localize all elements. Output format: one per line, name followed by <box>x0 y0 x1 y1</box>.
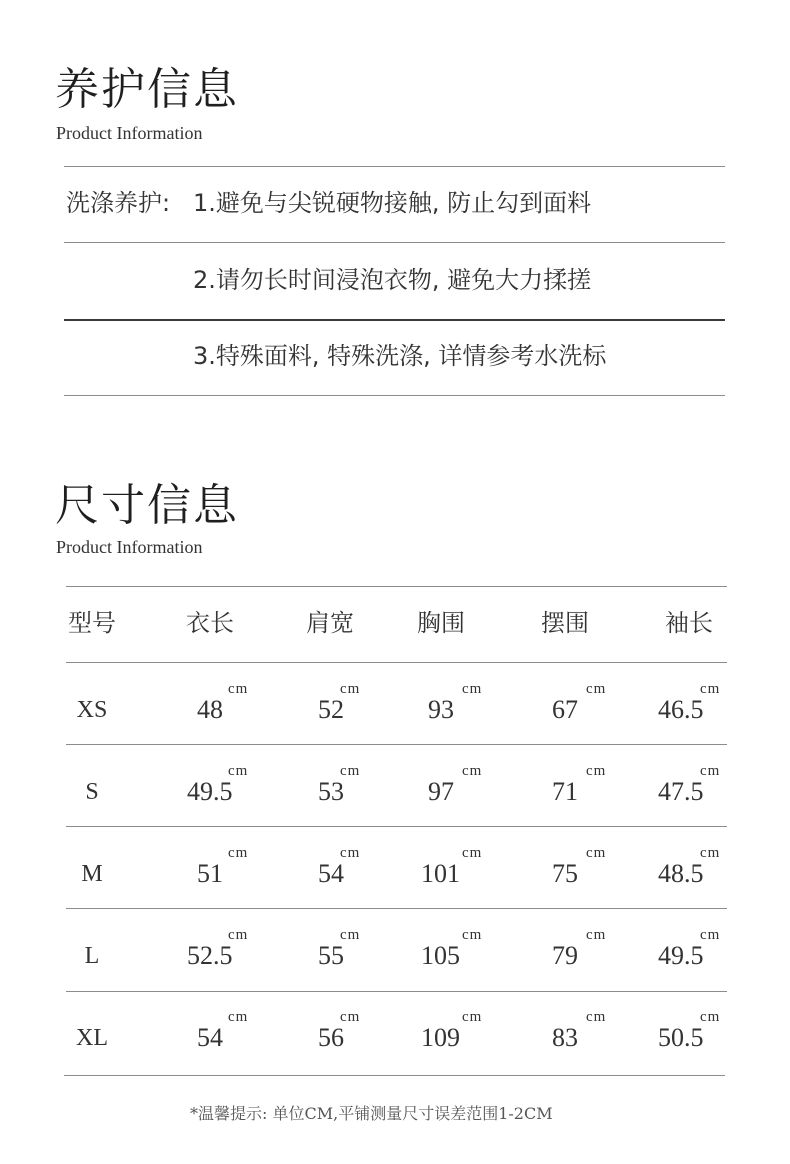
size-table-header-line <box>66 662 727 663</box>
size-label: S <box>85 779 99 805</box>
size-label: L <box>84 943 100 969</box>
value-hem: 79 <box>552 941 578 970</box>
unit-cm: cm <box>228 681 249 697</box>
care-item-1: 1.避免与尖锐硬物接触, 防止勾到面料 <box>193 189 592 217</box>
care-label: 洗涤养护: <box>66 189 171 217</box>
row-divider <box>66 908 727 909</box>
value-length: 52.5 <box>187 941 233 970</box>
unit-cm: cm <box>228 1009 249 1025</box>
size-table-top-line <box>66 586 727 587</box>
header-length: 衣长 <box>186 609 234 637</box>
size-title: 尺寸信息 <box>55 480 239 531</box>
size-table-bottom-line <box>64 1075 725 1076</box>
unit-cm: cm <box>586 681 607 697</box>
unit-cm: cm <box>586 845 607 861</box>
header-shoulder: 肩宽 <box>306 609 354 637</box>
size-subtitle: Product Information <box>56 537 203 557</box>
value-hem: 71 <box>552 777 578 806</box>
unit-cm: cm <box>586 927 607 943</box>
value-length: 49.5 <box>187 777 233 806</box>
size-label: XL <box>76 1025 108 1051</box>
value-shoulder: 55 <box>318 941 344 970</box>
care-item-3: 3.特殊面料, 特殊洗涤, 详情参考水洗标 <box>193 342 607 370</box>
value-hem: 83 <box>552 1023 578 1052</box>
care-divider-bottom <box>64 395 725 396</box>
header-chest: 胸围 <box>417 609 465 637</box>
care-divider-top <box>64 166 725 167</box>
header-size: 型号 <box>68 609 116 637</box>
unit-cm: cm <box>340 681 361 697</box>
row-divider <box>66 826 727 827</box>
unit-cm: cm <box>462 1009 483 1025</box>
value-length: 48 <box>197 695 223 724</box>
header-sleeve: 袖长 <box>665 609 713 637</box>
value-shoulder: 52 <box>318 695 344 724</box>
value-shoulder: 54 <box>318 859 344 888</box>
value-length: 54 <box>197 1023 223 1052</box>
value-sleeve: 49.5 <box>658 941 704 970</box>
unit-cm: cm <box>340 845 361 861</box>
unit-cm: cm <box>700 927 721 943</box>
value-sleeve: 47.5 <box>658 777 704 806</box>
size-label: XS <box>76 697 108 723</box>
unit-cm: cm <box>586 763 607 779</box>
unit-cm: cm <box>700 1009 721 1025</box>
value-shoulder: 56 <box>318 1023 344 1052</box>
unit-cm: cm <box>700 845 721 861</box>
value-chest: 97 <box>428 777 454 806</box>
care-item-2: 2.请勿长时间浸泡衣物, 避免大力揉搓 <box>193 266 592 294</box>
unit-cm: cm <box>700 681 721 697</box>
row-divider <box>66 744 727 745</box>
unit-cm: cm <box>462 681 483 697</box>
unit-cm: cm <box>228 927 249 943</box>
value-hem: 67 <box>552 695 578 724</box>
value-chest: 105 <box>421 941 460 970</box>
care-title: 养护信息 <box>55 64 239 115</box>
unit-cm: cm <box>228 763 249 779</box>
size-note: *温馨提示: 单位CM,平铺测量尺寸误差范围1-2CM <box>190 1104 553 1123</box>
unit-cm: cm <box>340 763 361 779</box>
care-subtitle: Product Information <box>56 123 203 143</box>
unit-cm: cm <box>462 763 483 779</box>
unit-cm: cm <box>700 763 721 779</box>
value-length: 51 <box>197 859 223 888</box>
unit-cm: cm <box>462 927 483 943</box>
value-sleeve: 48.5 <box>658 859 704 888</box>
value-hem: 75 <box>552 859 578 888</box>
unit-cm: cm <box>586 1009 607 1025</box>
unit-cm: cm <box>228 845 249 861</box>
value-chest: 109 <box>421 1023 460 1052</box>
care-divider-1 <box>64 242 725 243</box>
unit-cm: cm <box>340 927 361 943</box>
unit-cm: cm <box>462 845 483 861</box>
header-hem: 摆围 <box>541 609 589 637</box>
care-divider-2 <box>64 319 725 321</box>
row-divider <box>66 991 727 992</box>
value-sleeve: 46.5 <box>658 695 704 724</box>
unit-cm: cm <box>340 1009 361 1025</box>
value-sleeve: 50.5 <box>658 1023 704 1052</box>
value-chest: 93 <box>428 695 454 724</box>
value-chest: 101 <box>421 859 460 888</box>
size-label: M <box>81 861 103 887</box>
value-shoulder: 53 <box>318 777 344 806</box>
